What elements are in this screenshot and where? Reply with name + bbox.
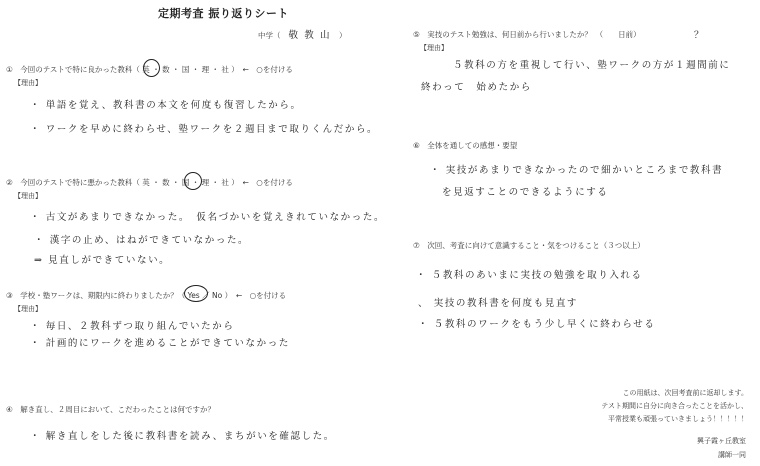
q7-answer-3: ・ ５教科のワークをもう少し早くに終わらせる bbox=[418, 319, 656, 330]
footer-note-1: この用紙は、次回考査前に返却します。 bbox=[622, 389, 748, 397]
footer-staff: 講師一同 bbox=[718, 451, 746, 459]
sheet-title: 定期考査 振り返りシート bbox=[158, 7, 289, 20]
q2-reason-tag: 【理由】 bbox=[14, 192, 42, 200]
q6-question: ⑥ 全体を通しての感想・要望 bbox=[413, 141, 518, 150]
q5-reason-tag: 【理由】 bbox=[420, 44, 448, 52]
q4-question: ④ 解き直し、２周目において、こだわったことは何ですか？ bbox=[6, 405, 215, 414]
q3-circle-mark bbox=[184, 285, 208, 302]
q1-reason-tag: 【理由】 bbox=[14, 79, 42, 87]
q3-question: ③ 学校・塾ワークは、期限内に終わりましたか？（ Yes ／ No ） ← ○を付ける bbox=[6, 291, 287, 300]
q6-answer-1: ・ 実技があまりできなかったので細かいところまで教科書 bbox=[430, 165, 724, 176]
q1-circle-mark bbox=[143, 59, 160, 77]
footer-school-name: 興子霞ヶ丘教室 bbox=[697, 437, 746, 445]
q3-answer-2: ・ 計画的にワークを進めることができていなかった bbox=[30, 338, 290, 349]
q2-answer-3: ⇒ 見直しができていない。 bbox=[34, 255, 171, 266]
q5-answer-1: ５教科の方を重視して行い、塾ワークの方が１週間前に bbox=[453, 60, 731, 71]
q5-days-value: ？ bbox=[694, 30, 706, 41]
school-field bbox=[258, 27, 347, 41]
q7-answer-2: 、 実技の教科書を何度も見直す bbox=[418, 298, 579, 309]
q1-question: ① 今回のテストで特に良かった教科（ 英 ・ 数 ・ 国 ・ 理 ・ 社 ） ← ○を付ける bbox=[6, 65, 293, 74]
footer-note-2: テスト期間に自分に向き合ったことを活かし、 bbox=[601, 402, 748, 410]
q2-circle-mark bbox=[184, 172, 202, 190]
q7-question: ⑦ 次回、考査に向けて意識すること・気をつけること（３つ以上） bbox=[413, 241, 645, 250]
footer-note-3: 平常授業も頑張っていきましょう！！！！！ bbox=[608, 415, 748, 423]
school-name-handwritten: 敬 教 山 bbox=[288, 30, 332, 41]
q5-question: ⑤ 実技のテスト勉強は、何日前から行いましたか？ （ 日前） bbox=[413, 30, 641, 39]
q2-question: ② 今回のテストで特に悪かった教科（ 英 ・ 数 ・ 国 ・ 理 ・ 社 ） ← ○を付ける bbox=[6, 178, 293, 187]
q3-reason-tag: 【理由】 bbox=[14, 305, 42, 313]
school-prefix: 中学（ bbox=[258, 31, 281, 40]
q1-answer-2: ・ ワークを早めに終わらせ、塾ワークを２週目まで取りくんだから。 bbox=[30, 124, 379, 135]
q5-answer-2: 終わって 始めたから bbox=[421, 82, 532, 93]
q1-answer-1: ・ 単語を覚え、教科書の本文を何度も復習したから。 bbox=[30, 100, 302, 111]
q3-answer-1: ・ 毎日、２教科ずつ取り組んでいたから bbox=[30, 321, 235, 332]
q4-answer-1: ・ 解き直しをした後に教科書を読み、まちがいを確認した。 bbox=[30, 431, 335, 442]
school-suffix: ） bbox=[339, 31, 347, 40]
q2-answer-1: ・ 古文があまりできなかった。 仮名づかいを覚えきれていなかった。 bbox=[30, 212, 386, 223]
q7-answer-1: ・ ５教科のあいまに実技の勉強を取り入れる bbox=[416, 270, 643, 281]
q2-answer-2: ・ 漢字の止め、はねができていなかった。 bbox=[34, 235, 250, 246]
q6-answer-2: を見返すことのできるようにする bbox=[442, 187, 609, 198]
